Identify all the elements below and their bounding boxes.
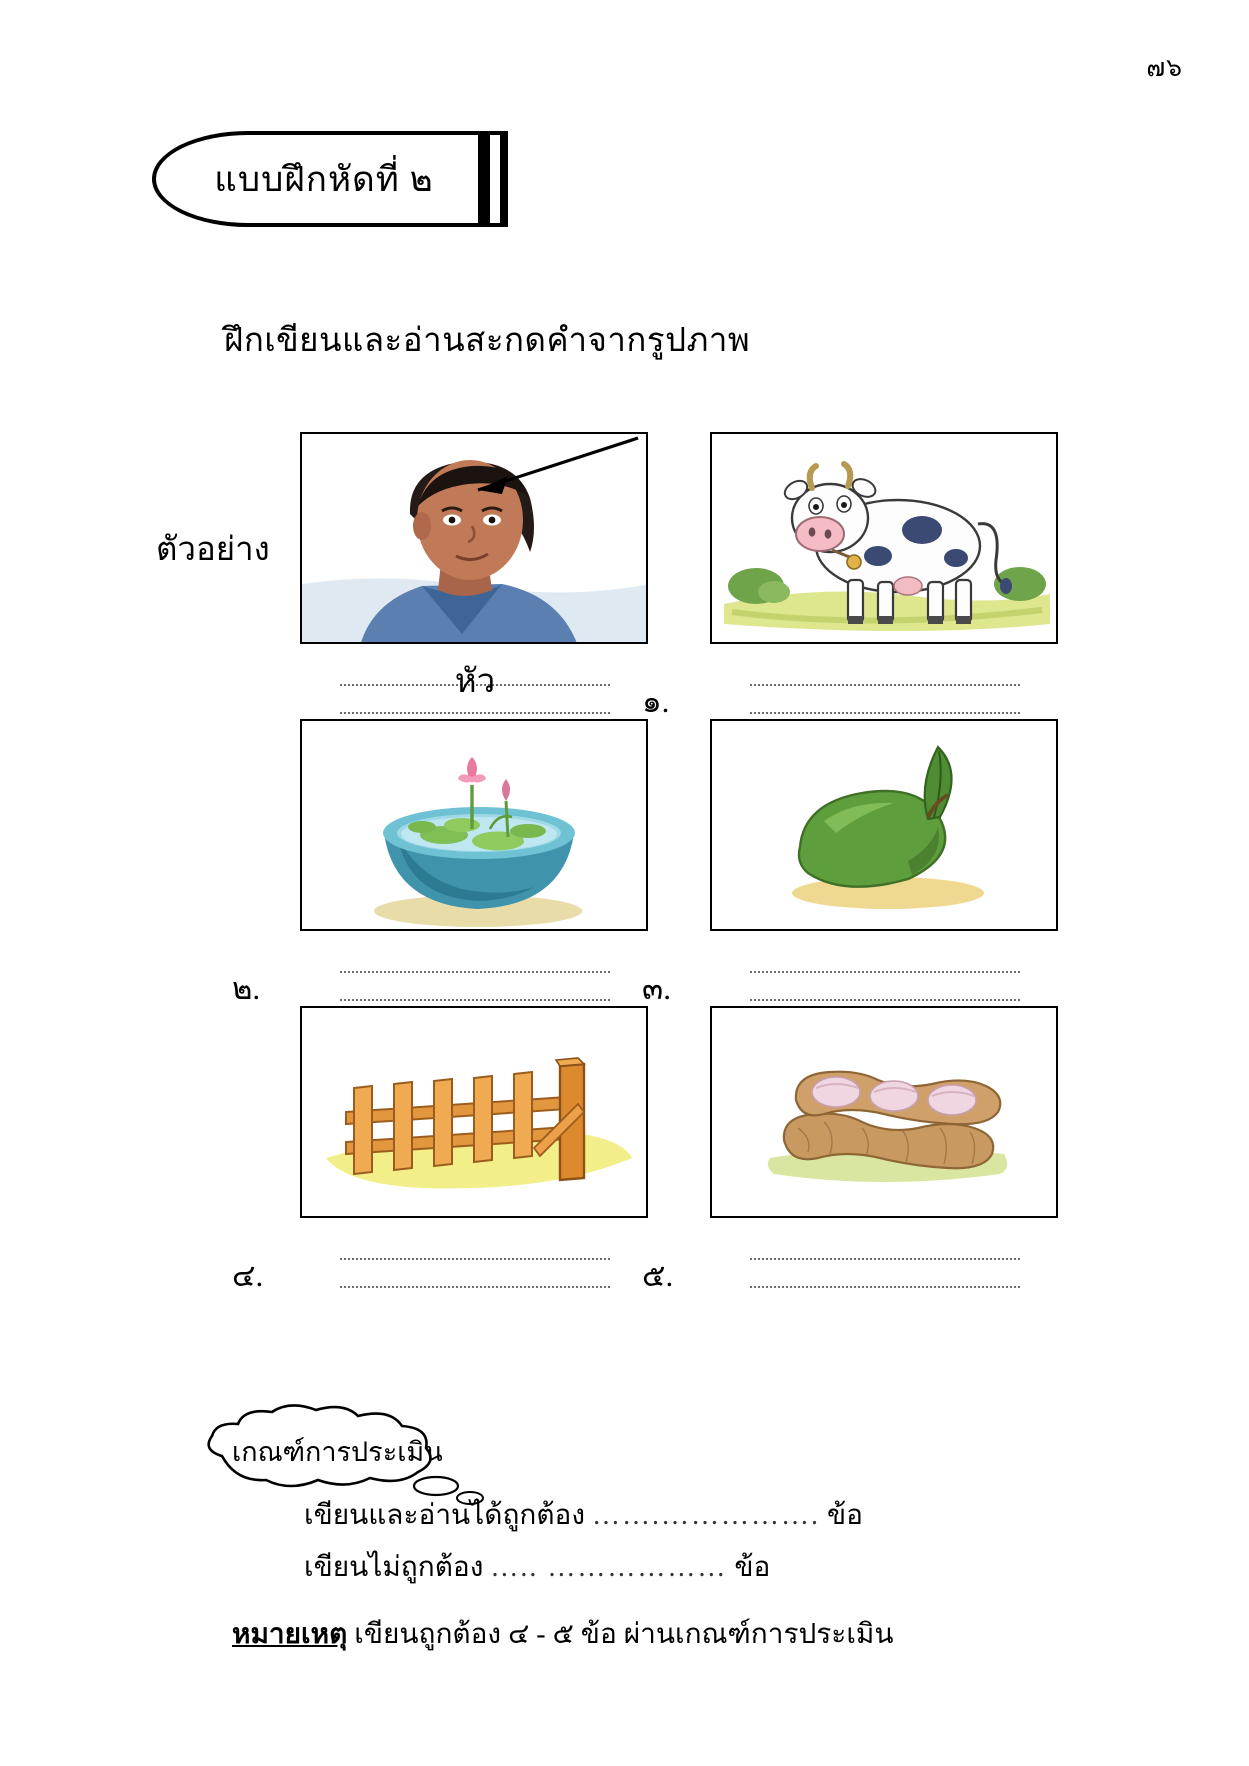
exercise-item-3 bbox=[642, 719, 1060, 1006]
title-tab-bar-outer bbox=[478, 131, 490, 227]
answer-line bbox=[340, 1232, 610, 1260]
answer-lines bbox=[750, 945, 1020, 1001]
answer-lines bbox=[340, 945, 610, 1001]
criteria-line-1-unit: ข้อ bbox=[827, 1500, 863, 1531]
picture-frame bbox=[710, 432, 1058, 644]
title-tab-bar-middle bbox=[490, 131, 500, 227]
title-tab-bar-inner bbox=[500, 131, 508, 227]
picture-frame bbox=[300, 1006, 648, 1218]
item-number: ๑. bbox=[642, 684, 670, 719]
page-number: ๗๖ bbox=[1146, 55, 1183, 82]
picture-frame bbox=[300, 719, 648, 931]
answer-line bbox=[340, 945, 610, 973]
item-number: ๒. bbox=[232, 971, 261, 1006]
item-number: ๓. bbox=[642, 971, 671, 1006]
lotus-bowl-image bbox=[302, 721, 648, 931]
peanut-image bbox=[712, 1008, 1058, 1218]
man-head-portrait-image bbox=[302, 434, 648, 644]
criteria-line-2 bbox=[304, 1542, 863, 1594]
answer-lines bbox=[750, 1232, 1020, 1288]
answer-text: หัว bbox=[454, 664, 496, 700]
answer-line bbox=[340, 973, 610, 1001]
criteria-line-1-dots: …….……………. bbox=[592, 1500, 821, 1531]
criteria-line-1-label: เขียนและอ่านได้ถูกต้อง bbox=[304, 1500, 586, 1531]
exercise-title-tab bbox=[152, 131, 507, 227]
wooden-fence-image bbox=[302, 1008, 648, 1218]
exercise-item-4 bbox=[232, 1006, 650, 1293]
answer-lines bbox=[750, 658, 1020, 714]
exercise-item-1 bbox=[642, 432, 1060, 719]
exercise-item-example bbox=[300, 432, 650, 710]
picture-frame bbox=[710, 1006, 1058, 1218]
answer-area bbox=[642, 658, 1060, 719]
exercise-item-5 bbox=[642, 1006, 1060, 1293]
mango-image bbox=[712, 721, 1058, 931]
note-row bbox=[232, 1612, 894, 1656]
answer-line bbox=[750, 973, 1020, 1001]
example-label: ตัวอย่าง bbox=[156, 532, 270, 568]
answer-area bbox=[232, 1232, 650, 1293]
answer-lines bbox=[340, 1232, 610, 1288]
answer-area bbox=[642, 945, 1060, 1006]
item-number: ๔. bbox=[232, 1258, 264, 1293]
answer-area bbox=[300, 658, 650, 710]
picture-frame bbox=[300, 432, 648, 644]
criteria-line-2-label: เขียนไม่ถูกต้อง bbox=[304, 1552, 484, 1583]
criteria-line-2-unit: ข้อ bbox=[734, 1552, 771, 1583]
item-number: ๕. bbox=[642, 1258, 674, 1293]
answer-line bbox=[750, 686, 1020, 714]
picture-frame bbox=[710, 719, 1058, 931]
answer-line bbox=[340, 1260, 610, 1288]
criteria-cloud-label: เกณฑ์การประเมิน bbox=[232, 1437, 443, 1467]
answer-line bbox=[750, 658, 1020, 686]
instruction-text: ฝึกเขียนและอ่านสะกดคำจากรูปภาพ bbox=[224, 323, 751, 359]
cow-image bbox=[712, 434, 1058, 644]
answer-line bbox=[750, 945, 1020, 973]
exercise-item-2 bbox=[232, 719, 650, 1006]
criteria-line-1 bbox=[304, 1490, 863, 1542]
criteria-lines bbox=[304, 1490, 863, 1594]
answer-area bbox=[642, 1232, 1060, 1293]
note-label: หมายเหตุ bbox=[232, 1619, 348, 1650]
answer-line bbox=[750, 1232, 1020, 1260]
note-text: เขียนถูกต้อง ๔ - ๕ ข้อ ผ่านเกณฑ์การประเมิน bbox=[354, 1619, 894, 1650]
answer-area bbox=[232, 945, 650, 1006]
criteria-line-2-dots: ….. ……………… bbox=[490, 1552, 728, 1583]
answer-line bbox=[750, 1260, 1020, 1288]
exercise-title: แบบฝึกหัดที่ ๒ bbox=[214, 159, 434, 199]
